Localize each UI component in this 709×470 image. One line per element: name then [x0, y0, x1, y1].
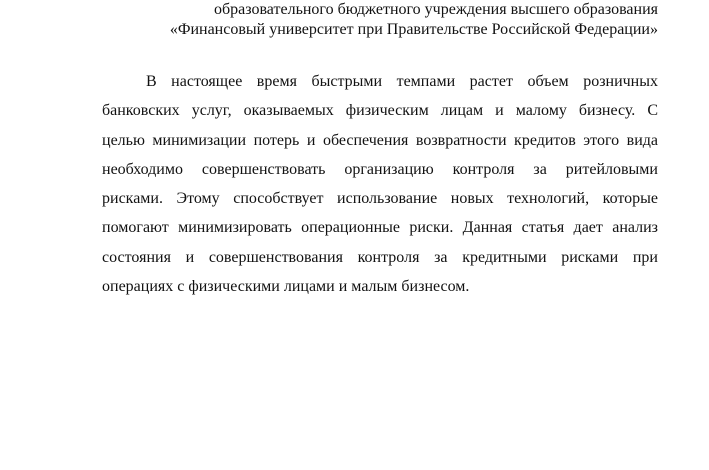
abstract-line: рисками. Этому способствует использование новых технологий, которые	[102, 190, 658, 208]
affiliation-line: образовательного бюджетного учреждения высшего образования	[213, 1, 658, 18]
abstract-line: целью минимизации потерь и обеспечения возвратности кредитов этого вида	[102, 131, 658, 149]
abstract-line: состояния и совершенствования контроля за кредитными рисками при	[102, 248, 658, 266]
affiliation-line: «Финансовый университет при Правительстве Российской Федерации»	[169, 21, 658, 38]
abstract-line: В настоящее время быстрыми темпами растет объем розничных	[146, 73, 658, 90]
abstract-line: необходимо совершенствовать организацию контроля за ритейловыми	[102, 160, 658, 178]
abstract-line: операциях с физическими лицами и малым бизнесом.	[102, 278, 470, 296]
abstract-line: банковских услуг, оказываемых физическим лицам и малому бизнесу. С	[102, 102, 658, 120]
abstract-paragraph	[102, 67, 658, 301]
abstract-line: помогают минимизировать операционные риски. Данная статья дает анализ	[102, 219, 658, 237]
author-affiliation	[170, 0, 658, 40]
